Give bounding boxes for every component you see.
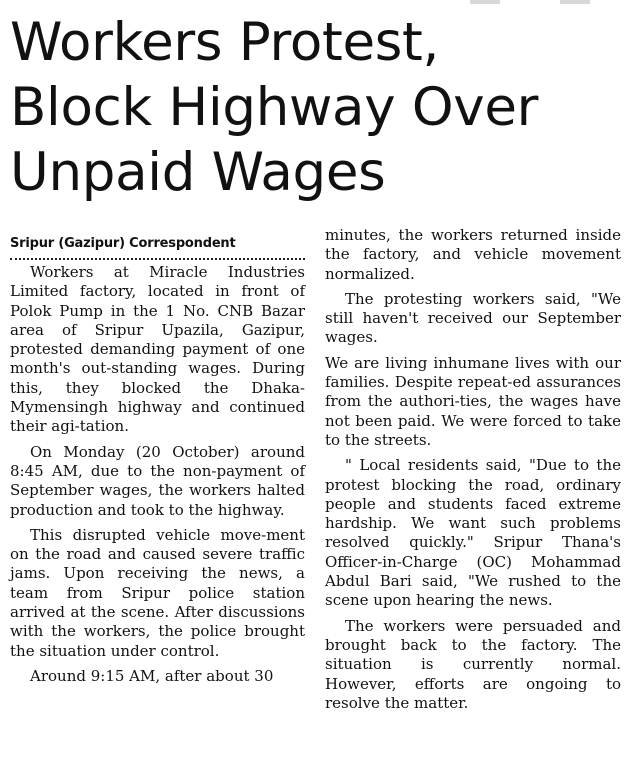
- article-column-left: [10, 235, 305, 686]
- paragraph: Workers at Miracle Industries Limited factory, located in front of Polok Pump in the 1 No. CNB Bazar area of Sripur Upazila, Gazipur, protested demanding payment of one month's out-standing wages. During this, they blocked the Dhaka-Mymensingh highway and continued their agi-tation.: [10, 263, 305, 436]
- headline: [10, 10, 630, 205]
- paragraph: We are living inhumane lives with our families. Despite repeat-ed assurances from the authori-ties, the wages have not been paid. We were forced to take to the streets.: [325, 353, 621, 449]
- byline-divider: [10, 258, 305, 260]
- headline-line: Block Highway Over: [10, 77, 539, 138]
- article-column-right: [325, 226, 621, 713]
- paragraph: " Local residents said, "Due to the protest blocking the road, ordinary people and students faced extreme hardship. We want such problems resolved quickly." Sripur Thana's Officer-in-Charge (OC) Mohammad Abdul Bari said, "We rushed to the scene upon hearing the news.: [325, 456, 621, 610]
- headline-line: Unpaid Wages: [10, 142, 386, 203]
- paragraph: On Monday (20 October) around 8:45 AM, due to the non-payment of September wages, the workers halted production and took to the highway.: [10, 442, 305, 519]
- paragraph: This disrupted vehicle move-ment on the road and caused severe traffic jams. Upon receiving the news, a team from Sripur police station arrived at the scene. After discussions with the workers, the police brought the situation under control.: [10, 525, 305, 660]
- byline: Sripur (Gazipur) Correspondent: [10, 236, 236, 251]
- paragraph: minutes, the workers returned inside the factory, and vehicle movement normalized.: [325, 226, 621, 283]
- paragraph: The workers were persuaded and brought back to the factory. The situation is currently normal. However, efforts are ongoing to resolve the matter.: [325, 616, 621, 712]
- paragraph: The protesting workers said, "We still haven't received our September wages.: [325, 289, 621, 347]
- top-edge-mark: [560, 0, 590, 4]
- top-edge-strip: [0, 0, 639, 8]
- headline-line: Workers Protest,: [10, 12, 440, 73]
- paragraph: Around 9:15 AM, after about 30: [30, 666, 274, 685]
- top-edge-mark: [470, 0, 500, 4]
